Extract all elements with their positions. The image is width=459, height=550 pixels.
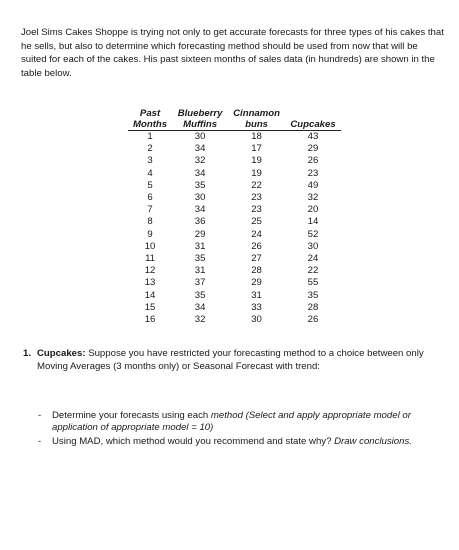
table-row: [128, 204, 341, 216]
cell-cupcakes: 35: [307, 289, 319, 301]
cell-blueberry-muffins: 34: [194, 167, 206, 179]
header-months: Months: [128, 120, 172, 131]
cell-cinnamon-buns: 26: [251, 240, 262, 252]
cell-blueberry-muffins: 36: [194, 216, 206, 228]
cell-cupcakes: 20: [307, 204, 319, 216]
question-lead: Cupcakes:: [37, 348, 86, 359]
cell-cinnamon-buns: 25: [251, 216, 262, 228]
table-header-row-top: [128, 109, 341, 120]
cell-cupcakes: 23: [307, 167, 319, 179]
header-blueberry: Blueberry: [177, 108, 223, 119]
cell-cupcakes: 26: [307, 314, 319, 326]
cell-cinnamon-buns: 18: [251, 131, 262, 142]
cell-cupcakes: 32: [307, 192, 319, 204]
cell-cinnamon-buns: 17: [251, 143, 262, 155]
cell-month: 10: [144, 240, 156, 252]
table-row: [128, 265, 341, 277]
cell-blueberry-muffins: 32: [194, 314, 206, 326]
table-row: [128, 241, 341, 253]
cell-blueberry-muffins: 34: [194, 204, 206, 216]
cell-blueberry-muffins: 29: [194, 228, 206, 240]
cell-cupcakes: 52: [307, 228, 319, 240]
cell-month: 8: [147, 216, 153, 228]
cell-month: 12: [144, 265, 156, 277]
cell-cinnamon-buns: 23: [251, 192, 262, 204]
cell-month: 1: [147, 131, 153, 142]
cell-blueberry-muffins: 35: [194, 179, 206, 191]
cell-cinnamon-buns: 28: [251, 265, 262, 277]
bullet-item: [38, 410, 452, 435]
cell-cinnamon-buns: 30: [251, 314, 262, 326]
header-past: Past: [139, 108, 161, 119]
cell-cupcakes: 30: [307, 240, 319, 252]
header-buns: buns: [228, 120, 285, 131]
table-row: [128, 290, 341, 302]
header-empty: [285, 109, 341, 120]
cell-blueberry-muffins: 34: [194, 301, 206, 313]
cell-month: 4: [147, 167, 153, 179]
cell-cinnamon-buns: 27: [251, 253, 262, 265]
question-number: 1.: [23, 348, 32, 359]
cell-cupcakes: 26: [307, 155, 319, 167]
cell-month: 5: [147, 179, 153, 191]
table-row: [128, 302, 341, 314]
table-row: [128, 277, 341, 289]
table-row: [128, 155, 341, 167]
cell-cinnamon-buns: 22: [251, 179, 262, 191]
table-row: [128, 192, 341, 204]
question-text: Suppose you have restricted your forecasting method to a choice between only Moving Averages (3 months only) or Seasonal Forecast with trend:: [37, 348, 424, 372]
bullet-dash: -: [38, 410, 42, 421]
table-row: [128, 253, 341, 265]
cell-cinnamon-buns: 19: [251, 167, 262, 179]
header-cupcakes: Cupcakes: [285, 120, 341, 131]
cell-blueberry-muffins: 30: [194, 192, 206, 204]
cell-cinnamon-buns: 31: [251, 289, 262, 301]
table-row: [128, 143, 341, 155]
bullet-item: [38, 435, 452, 448]
bullet-text: Determine your forecasts using each: [52, 410, 211, 421]
bullet-text-italic: method (Select and apply appropriate model or application of appropriate model = 10): [52, 410, 411, 434]
cell-cinnamon-buns: 19: [251, 155, 262, 167]
cell-blueberry-muffins: 35: [194, 289, 206, 301]
cell-month: 13: [144, 277, 156, 289]
cell-cupcakes: 29: [307, 143, 319, 155]
cell-cinnamon-buns: 24: [251, 228, 262, 240]
intro-paragraph: Joel Sims Cakes Shoppe is trying not only to get accurate forecasts for three types of his cakes that he sells, but also to determine which forecasting method should be used from now that will be suited for each of the cakes. His past sixteen months of sales data (in hundreds) are shown in the table below.: [21, 27, 444, 79]
sales-table: [128, 109, 341, 326]
cell-month: 9: [147, 228, 153, 240]
table-row: [128, 180, 341, 192]
table-row: [128, 314, 341, 326]
question-1: [23, 348, 449, 373]
table-body: [128, 131, 341, 327]
table-row: [128, 229, 341, 241]
table-row: [128, 168, 341, 180]
cell-blueberry-muffins: 37: [194, 277, 206, 289]
cell-blueberry-muffins: 31: [194, 265, 206, 277]
header-cinnamon: Cinnamon: [233, 108, 281, 119]
cell-cinnamon-buns: 29: [251, 277, 262, 289]
cell-cupcakes: 55: [307, 277, 319, 289]
cell-cupcakes: 14: [307, 216, 319, 228]
cell-month: 7: [147, 204, 153, 216]
cell-month: 15: [144, 301, 156, 313]
cell-cinnamon-buns: 33: [251, 301, 262, 313]
cell-month: 16: [144, 314, 156, 326]
cell-blueberry-muffins: 32: [194, 155, 206, 167]
cell-month: 2: [147, 143, 153, 155]
cell-blueberry-muffins: 30: [194, 131, 206, 142]
cell-month: 14: [144, 289, 156, 301]
table-header-row-bottom: [128, 120, 341, 131]
bullet-text-italic: Draw conclusions.: [334, 435, 412, 447]
bullet-dash: -: [38, 435, 42, 447]
cell-month: 3: [147, 155, 153, 167]
cell-cupcakes: 28: [307, 301, 319, 313]
bullet-list: [38, 410, 452, 449]
table-row: [128, 216, 341, 228]
cell-cupcakes: 24: [307, 253, 319, 265]
bullet-text: Using MAD, which method would you recommend and state why?: [52, 435, 335, 447]
cell-month: 6: [147, 192, 153, 204]
cell-month: 11: [145, 253, 156, 265]
cell-cupcakes: 49: [307, 179, 319, 191]
cell-blueberry-muffins: 35: [194, 253, 206, 265]
cell-cupcakes: 22: [307, 265, 319, 277]
cell-cupcakes: 43: [307, 131, 319, 142]
cell-blueberry-muffins: 31: [194, 240, 206, 252]
cell-blueberry-muffins: 34: [194, 143, 206, 155]
table-row: [128, 131, 341, 144]
cell-cinnamon-buns: 23: [251, 204, 262, 216]
header-muffins: Muffins: [172, 120, 228, 131]
